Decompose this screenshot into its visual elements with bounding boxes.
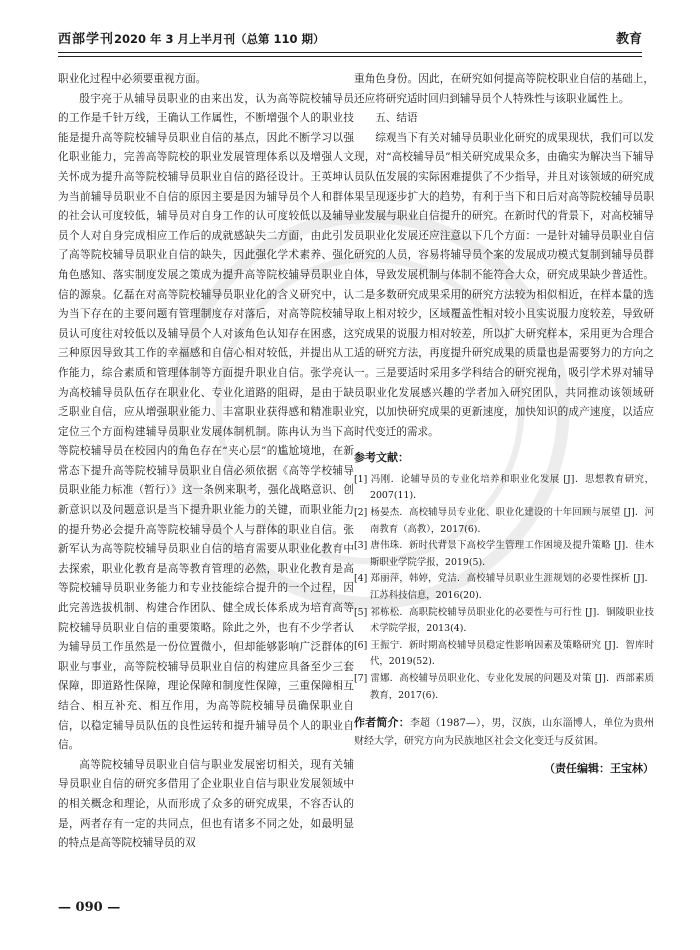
author-text: 李超（1987—），男，汉族，山东淄博人，单位为贵州财经大学，研究方向为民族地区社会文化变迁与反贫困。 — [354, 718, 654, 748]
paragraph: 重角色身份。因此，在研究如何提高等院校职业自信的基础上，还应将研究适时回归到辅导员个人特殊性与该职业属性上。 — [354, 73, 654, 105]
paragraph: 高等院校辅导员职业自信与职业发展密切相关，现有关辅导员职业自信的研究多借用了企业职业自信与职业发展领域中的相关概念和理论，从而形成了众多的研究成果，不容否认的是，两者存有一定的共同点，但也有诸多不同之处，如最明显的特点是高等院校辅导员的双 — [58, 758, 354, 850]
reference-item: [4] 郑丽萍，韩婷，党洁．高校辅导员职业生涯规划的必要性探析 [J]．江苏科技信息，2016(20)． — [354, 573, 654, 602]
references-title: 参考文献： — [354, 451, 409, 465]
right-column — [354, 70, 654, 779]
journal-name: 西部学刊 — [58, 32, 115, 47]
header-rule-thin — [58, 56, 642, 57]
author-label: 作者简介： — [354, 716, 410, 730]
reference-list — [354, 472, 654, 704]
reference-item: [1] 冯刚．论辅导员的专业化培养和职业化发展 [J]．思想教育研究，2007(11)． — [354, 473, 654, 502]
issue-info: 2020 年 3 月上半月刊（总第 110 期） — [114, 32, 325, 46]
page-header — [58, 28, 642, 48]
reference-item: [3] 唐伟珠．新时代背景下高校学生管理工作困境及提升策略 [J]．佳木斯职业学院学报，2019(5)． — [354, 540, 654, 568]
right-paragraphs — [354, 70, 654, 442]
reference-item: [2] 杨晏杰．高校辅导员专业化、职业化建设的十年回顾与展望 [J]．河南教育（高教），2017(6)． — [354, 507, 654, 535]
page-number: — 090 — — [58, 900, 121, 915]
paragraph: 殷宇亮于从辅导员职业的由来出发，认为高等院校辅导员的工作是千针万线，王确认工作属性，不断增强个人的职业技能是提升高等院校辅导员职业自信的基点，因此不断学习以强化职业能力，完善高等院校的职业发展管理体系以及增强人文关怀成为提升高等院校辅导员职业自信的路径设计。王英坤认为当前辅导员职业不自信的原因主要是因为辅导员个人和群体的社会认可度较低，辅导员对自身工作的认可度较低以及辅导员个人对自身完成相应工作后的成就感缺失二方面，由此引发了高等院校辅导员职业自信的缺失，因此强化学术素养、强化角色感知、落实制度发展之策成为提升高等院校辅导员职业自信的源泉。亿磊在对高等院校辅导员职业化的含义研究中，认为当下存在的主要问题有管理制度存对落后，对高等院校辅导员认可度往对较低以及辅导员个人对该角色认知存在困惑，这三种原因导致其工作的幸福感和自信心相对较低，并提出从工作能力，综合素质和管理体制等方面提升职业自信。张学亮认为高校辅导员队伍存在职业化、专业化道路的阻碍，是由于缺乏职业自信，应从增强职业能力、丰富职业获得感和精准职业定位三个方面构建辅导员职业发展体制机制。陈冉认为当下高等院校辅导员在校园内的角色存在“夹心层”的尴尬境地，在新常态下提升高等院校辅导员职业自信必须依据《高等学校辅导员职业能力标准（暂行）》这一条例来职考，强化战略意识、创新意识以及问题意识是当下提升职业能力的关键，而职业能力的提升势必会提升高等院校辅导员个人与群体的职业自信。张新军认为高等院校辅导员职业自信的培育需要从职业化教育中去探索，职业化教育是高等教育管理的必然，职业化教育是高等院校辅导员职业务能力和专业技能综合提升的一个过程，因此完善选拔机制、构建合作团队、健全成长体系成为培育高等院校辅导员职业自信的重要策略。除此之外，也有不少学者认为辅导员工作虽然是一份位置微小，但却能够影响广泛群体的职业与事业，高等院校辅导员职业自信的构建应具备至少三套保障，即道路性保障，理论保障和制度性保障，三重保障相互结合、相互补充、相互作用，为高等院校辅导员确保职业自信，以稳定辅导员队伍的良性运转和提升辅导员个人的职业自信。 — [58, 92, 354, 752]
paragraph: 综观当下有关对辅导员职业化研究的成果现状，我们可以发现，对“高校辅导员”相关研究成果众多，由确实为解决当下辅导员队伍发展的实际困难提供了不少指导，并且对该领域的研究成果呈现逐步扩大的趋势，有利于当下和日后对高等院校辅导员职业发展与职业自信提升的研究。在新时代的背景下，对高校辅导员职业化发展还应注意以下几个方面：一是针对辅导员职业自信研究的人员，容易将辅导员个案的发展成功模式复制到辅导员群体，导致发展机制与体制不能符合大众，研究成果缺少普适性。二是多数研究成果采用的研究方法较为相似相近，在样本量的选取上相对较少，区域覆盖性相对较小且实说服力度较差，导致研究成果的说服力相对较差，所以扩大研究样本，采用更为合理合适的研究方法，再度提升研究成果的质量也是需要努力的方向之一。三是要适时采用多学科结合的研究视角，吸引学术界对辅导员职业化发展感兴趣的学者加入研究团队，共同推动该领域研究，以加快研究成果的更新速度，加快知识的成产速度，以适应时代变迁的需求。 — [354, 131, 654, 438]
reference-item: [5] 祁栋松．高职院校辅导员职业化的必要性与可行性 [J]．铜陵职业技术学院学报，2013(4)． — [354, 606, 654, 635]
author-bio — [354, 714, 654, 751]
paragraph: 职业化过程中必须要重视方面。 — [58, 73, 207, 85]
left-column — [58, 70, 354, 854]
responsible-editor: （责任编辑：王宝林） — [544, 762, 654, 776]
reference-item: [7] 雷娜．高校辅导员职业化、专业化发展的问题及对策 [J]．西部素质教育，2017(6)． — [354, 673, 654, 701]
section-label: 教育 — [615, 32, 642, 47]
header-rule-thick — [58, 52, 642, 53]
paragraph: 五、结语 — [375, 112, 418, 125]
journal-title — [58, 28, 325, 47]
reference-item: [6] 王振宁．新时期高校辅导员稳定性影响因素及策略研究 [J]．智库时代，2019(52)． — [354, 639, 654, 668]
